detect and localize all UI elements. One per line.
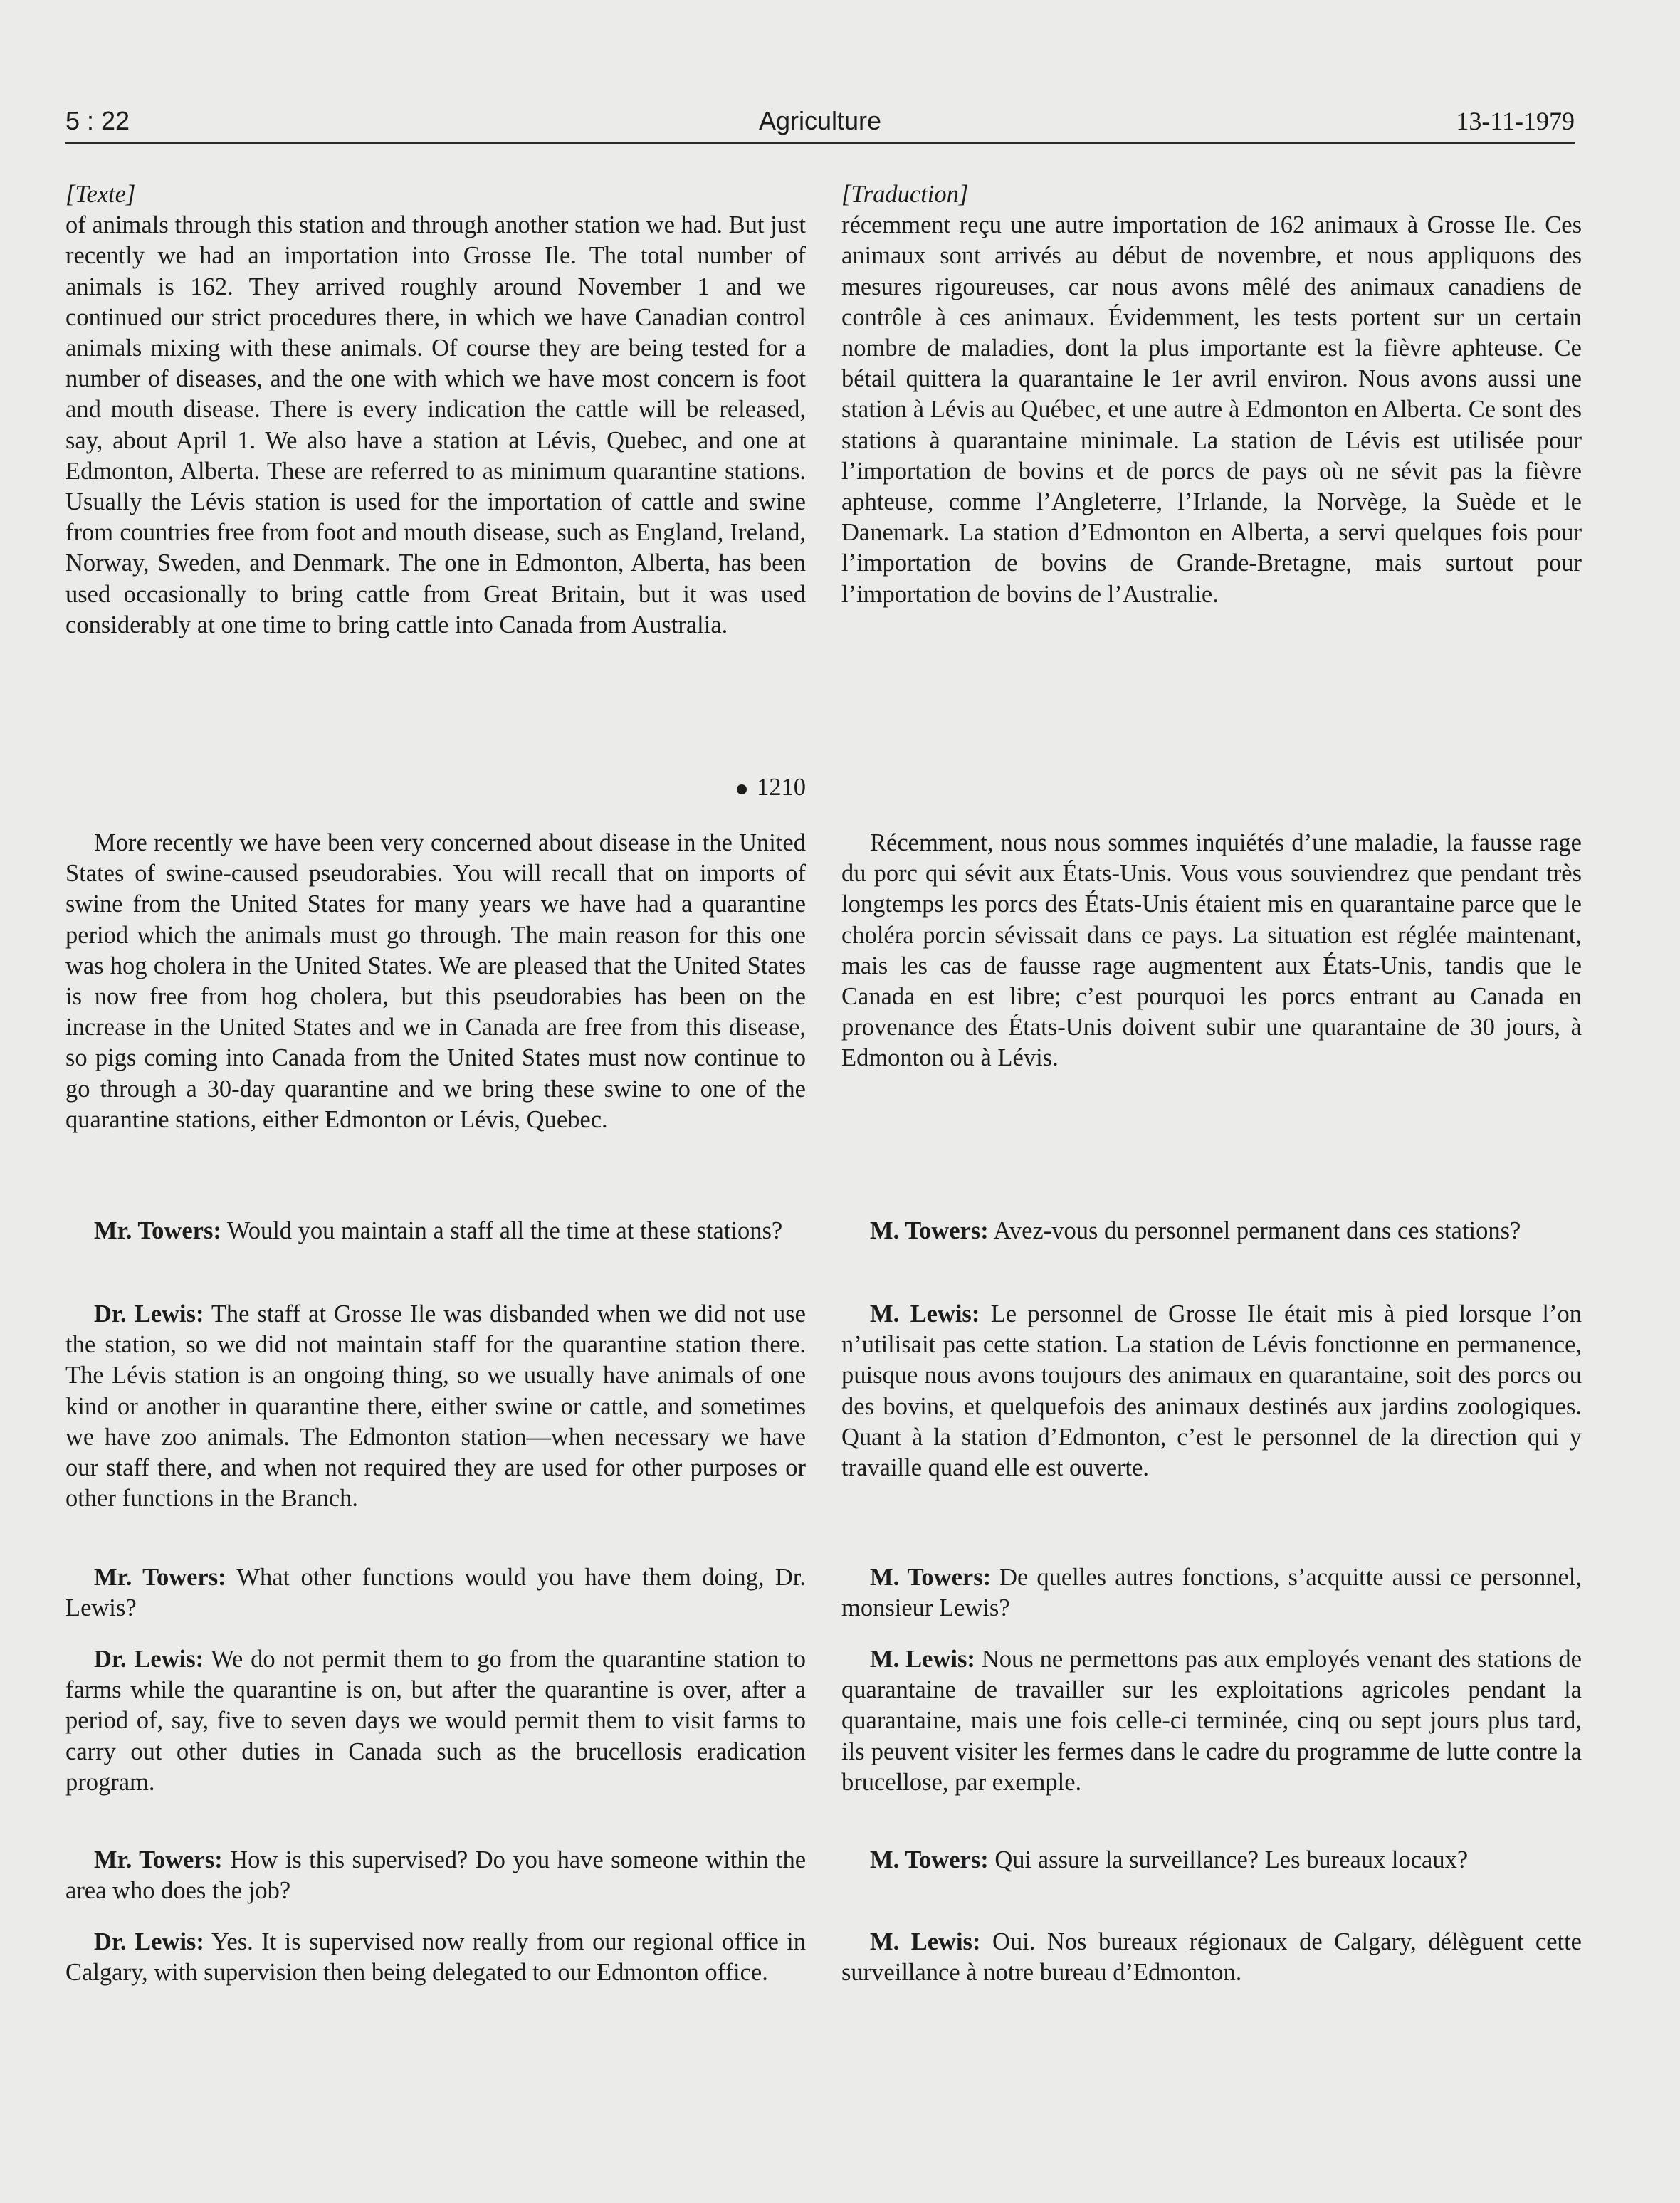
left-speech-2 (65, 1299, 806, 1514)
page-number: 5 : 22 (65, 106, 130, 135)
left-exchange-6 (65, 1927, 806, 1988)
bullet-icon (737, 784, 747, 794)
left-speech-3 (65, 1562, 806, 1624)
left-exchange-5 (65, 1845, 806, 1906)
left-exchange-1 (65, 1216, 806, 1246)
right-speech-2-text: Le personnel de Grosse Ile était mis à pied lorsque l’on n’utilisait pas cette station. La station de Lévis fonctionne en permanence, puisque nous avons toujours des animaux en quarantaine, soit des porcs ou des bovins, et quelquefois des animaux destinés aux jardins zoologiques. Quant à la station d’Edmonton, c’est le personnel de la direction qui y travaille quand elle est ouverte. (841, 1300, 1582, 1482)
left-speaker-2: Dr. Lewis: (94, 1300, 204, 1327)
right-exchange-2 (841, 1299, 1582, 1483)
right-exchange-3 (841, 1562, 1582, 1624)
header-title: Agriculture (758, 106, 882, 135)
right-exchange-4 (841, 1644, 1582, 1798)
right-speaker-3: M. Towers: (870, 1564, 992, 1591)
left-speaker-6: Dr. Lewis: (94, 1928, 204, 1955)
left-speaker-5: Mr. Towers: (94, 1846, 223, 1873)
left-speech-5-text: How is this supervised? Do you have someone within the area who does the job? (65, 1846, 807, 1905)
right-speech-3 (841, 1562, 1582, 1624)
right-speech-5 (841, 1845, 1582, 1876)
left-speech-6-text: Yes. It is supervised now really from our regional office in Calgary, with supervision then being delegated to our Edmonton office. (65, 1928, 806, 1987)
left-speech-2-text: The staff at Grosse Ile was disbanded when we did not use the station, so we did not maintain staff for the quarantine station there. The Lévis station is an ongoing thing, so we usually have animals of one kind or another in quarantine there, either swine or cattle, and sometimes we have zoo animals. The Edmonton station—when necessary we have our staff there, and when not required they are used for other purposes or other functions in the Branch. (65, 1300, 806, 1513)
right-speech-5-text: Qui assure la surveillance? Les bureaux locaux? (988, 1846, 1469, 1873)
right-speech-4-text: Nous ne permettons pas aux employés venant des stations de quarantaine de travailler sur les exploitations agricoles pendant la quarantaine, mais une fois celle-ci terminée, cinq ou sept jours plus tard, ils peuvent visiter les fermes dans le cadre du programme de lutte contre la brucellose, par exemple. (841, 1646, 1582, 1796)
right-speech-1-text: Avez-vous du personnel permanent dans ces stations? (988, 1217, 1521, 1244)
left-exchange-2 (65, 1299, 806, 1514)
right-column-top (841, 179, 1582, 610)
right-speaker-5: M. Towers: (870, 1846, 989, 1873)
left-exchange-4 (65, 1644, 806, 1798)
left-speech-1-text: Would you maintain a staff all the time at these stations? (221, 1217, 783, 1244)
left-speech-4-text: We do not permit them to go from the quarantine station to farms while the quarantine is on, but after the quarantine is over, after a period of, say, five to seven days we would permit them to visit farms to carry out other duties in Canada such as the brucellosis eradication program. (65, 1646, 806, 1796)
left-speech-3-text: What other functions would you have them doing, Dr. Lewis? (65, 1564, 806, 1622)
header-date: 13-11-1979 (1456, 107, 1575, 135)
left-speech-6 (65, 1927, 806, 1988)
right-exchange-1 (841, 1216, 1582, 1246)
left-paragraph-1: of animals through this station and through another station we had. But just recently we had an importation into Grosse Ile. The total number of animals is 162. They arrived roughly around November 1 and we continued our strict procedures there, in which we have Canadian control animals mixing with these animals. Of course they are being tested for a number of diseases, and the one with which we have most concern is foot and mouth disease. There is every indication the cattle will be released, say, about April 1. We also have a station at Lévis, Quebec, and one at Edmonton, Alberta. These are referred to as minimum quarantine stations. Usually the Lévis station is used for the importation of cattle and swine from countries free from foot and mouth disease, such as England, Ireland, Norway, Sweden, and Denmark. The one in Edmonton, Alberta, has been used occasionally to bring cattle from Great Britain, but it was used considerably at one time to bring cattle into Canada from Australia. (65, 211, 806, 638)
right-paragraph-2-block (841, 828, 1582, 1074)
right-column-label: [Traduction] (841, 181, 969, 208)
right-paragraph-2: Récemment, nous nous sommes inquiétés d’une maladie, la fausse rage du porc qui sévit aux États-Unis. Vous vous souviendrez que pendant très longtemps les porcs des États-Unis étaient mis en quarantaine parce que le choléra porcin sévissait dans ce pays. La situation est réglée maintenant, mais les cas de fausse rage augmentent aux États-Unis, tandis que le Canada en est libre; c’est pourquoi les porcs entrant au Canada en provenance des États-Unis doivent subir une quarantaine de 30 jours, à Edmonton ou à Lévis. (841, 829, 1582, 1072)
right-speech-3-text: De quelles autres fonctions, s’acquitte aussi ce personnel, monsieur Lewis? (841, 1564, 1582, 1622)
time-marker (65, 772, 806, 803)
left-speaker-1: Mr. Towers: (94, 1217, 221, 1244)
right-paragraph-1: récemment reçu une autre importation de 162 animaux à Grosse Ile. Ces animaux sont arrivés au début de novembre, et nous appliquons des mesures rigoureuses, car nous avons mêlé des animaux canadiens de contrôle à ces animaux. Évidemment, les tests portent sur un certain nombre de maladies, dont la plus importante est la fièvre aphteuse. Ce bétail quittera la quarantaine le 1er avril environ. Nous avons aussi une station à Lévis au Québec, et une autre à Edmonton en Alberta. Ce sont des stations à quarantaine minimale. La station de Lévis est utilisée pour l’importation de bovins et de porcs de pays où ne sévit pas la fièvre aphteuse, comme l’Angleterre, l’Irlande, la Norvège, la Suède et le Danemark. La station d’Edmonton en Alberta, a servi quelques fois pour l’importation de bovins de Grande-Bretagne, mais surtout pour l’importation de bovins de l’Australie. (841, 211, 1582, 608)
header-rule (65, 142, 1575, 144)
right-speaker-1: M. Towers: (870, 1217, 989, 1244)
right-speech-6 (841, 1927, 1582, 1988)
left-speech-5 (65, 1845, 806, 1906)
left-column-label: [Texte] (65, 181, 136, 208)
left-speech-4 (65, 1644, 806, 1798)
right-speech-2 (841, 1299, 1582, 1483)
left-paragraph-2-block (65, 828, 806, 1135)
right-speaker-2: M. Lewis: (870, 1300, 980, 1327)
right-exchange-6 (841, 1927, 1582, 1988)
left-paragraph-2: More recently we have been very concerned about disease in the United States of swine-caused pseudorabies. You will recall that on imports of swine from the United States for many years we have had a quarantine period which the animals must go through. The main reason for this one was hog cholera in the United States. We are pleased that the United States is now free from hog cholera, but this pseudorabies has been on the increase in the United States and we in Canada are free from this disease, so pigs coming into Canada from the United States must now continue to go through a 30-day quarantine and we bring these swine to one of the quarantine stations, either Edmonton or Lévis, Quebec. (65, 829, 806, 1133)
page-header (65, 105, 1575, 142)
time-marker-value: 1210 (757, 774, 806, 801)
left-column-top (65, 179, 806, 641)
right-speaker-6: M. Lewis: (870, 1928, 981, 1955)
left-speaker-3: Mr. Towers: (94, 1564, 226, 1591)
right-speech-4 (841, 1644, 1582, 1798)
right-speaker-4: M. Lewis: (870, 1646, 975, 1673)
left-speech-1 (65, 1216, 806, 1246)
right-exchange-5 (841, 1845, 1582, 1876)
left-speaker-4: Dr. Lewis: (94, 1646, 204, 1673)
right-speech-1 (841, 1216, 1582, 1246)
left-exchange-3 (65, 1562, 806, 1624)
right-speech-6-text: Oui. Nos bureaux régionaux de Calgary, délèguent cette surveillance à notre bureau d’Edmonton. (841, 1928, 1582, 1987)
